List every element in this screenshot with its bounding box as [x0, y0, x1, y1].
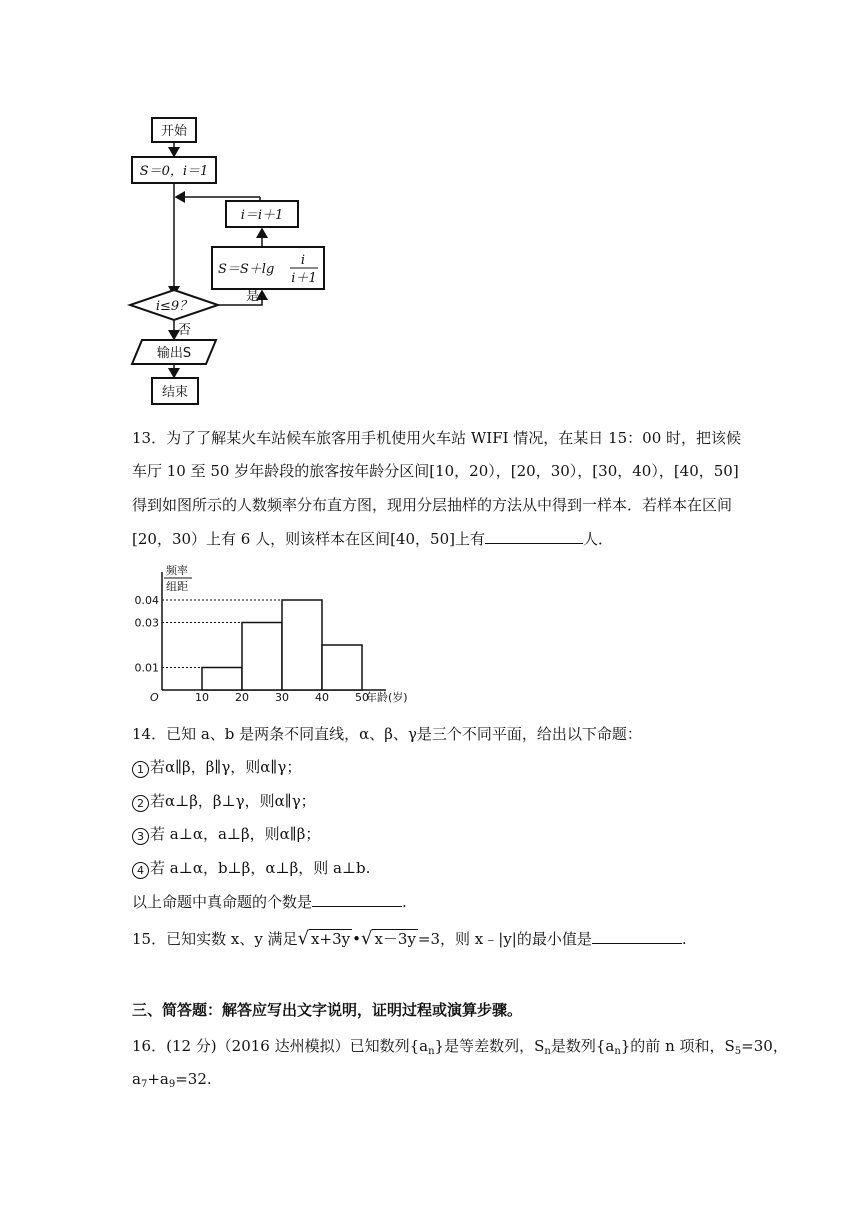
q13-line3: 得到如图所示的人数频率分布直方图，现用分层抽样的方法从中得到一样本．若样本在区间	[132, 496, 733, 514]
histogram-bar-[10,20)	[202, 668, 242, 691]
q14-end: .	[402, 893, 407, 911]
x-tick-label: 50	[355, 691, 369, 704]
q15-radical-1: x+3y	[311, 930, 351, 948]
q14-item-2-text: 若α⊥β，β⊥γ，则α∥γ；	[150, 792, 316, 810]
q16-sub-n2: n	[544, 1046, 551, 1057]
histogram-bar-[30,40)	[282, 600, 322, 690]
q16-sub-9: 9	[168, 1079, 176, 1090]
q16-line1	[132, 1036, 788, 1062]
q14-item-4	[132, 858, 370, 879]
start-label: 开始	[160, 124, 188, 139]
y-label-top: 频率	[166, 564, 188, 577]
q14-item-1-mark: 1	[132, 761, 149, 778]
y-tick-label: 0.04	[134, 594, 159, 607]
q13-line1: 13．为了了解某火车站候车旅客用手机使用火车站 WIFI 情况，在某日 15：00 时，把该候	[132, 429, 742, 447]
q16-sub-7: 7	[140, 1079, 148, 1090]
q14-item-2-mark: 2	[132, 795, 149, 812]
frequency-histogram	[126, 562, 408, 704]
q13-line4-text: [20，30）上有 6 人，则该样本在区间[40，50]上有	[132, 530, 485, 548]
no-label: 否	[178, 323, 192, 338]
q14-item-1-text: 若α∥β，β∥γ，则α∥γ；	[150, 758, 302, 776]
q16-text-e: =30，	[741, 1037, 788, 1055]
output-label: 输出S	[156, 346, 192, 361]
condition-label: i≤9？	[155, 299, 193, 314]
x-tick-label: 30	[275, 691, 289, 704]
increment-label: i＝i＋1	[240, 208, 284, 223]
update-label: S＝S＋lg	[218, 262, 275, 277]
q15-prefix: 15．已知实数 x、y 满足	[132, 930, 298, 948]
q15-answer-blank[interactable]	[592, 928, 682, 944]
q13-line4	[132, 528, 613, 549]
q16-l2-a: a	[132, 1070, 141, 1088]
x-axis-label: 年龄(岁)	[366, 691, 408, 704]
q15-dot: •	[352, 930, 361, 948]
histogram-bar-[20,30)	[242, 623, 282, 691]
q14-item-2	[132, 791, 316, 812]
update-denominator: i＋1	[291, 271, 317, 286]
q14-item-4-text: 若 a⊥α，b⊥β，α⊥β，则 a⊥b.	[150, 859, 371, 877]
origin-label: O	[150, 691, 159, 704]
q14-conclusion	[132, 891, 407, 912]
q16-l2-c: =32.	[175, 1070, 212, 1088]
x-tick-label: 10	[195, 691, 209, 704]
q16-text-b: }是等差数列，S	[434, 1037, 545, 1055]
y-tick-label: 0.01	[134, 661, 159, 675]
yes-label: 是	[246, 289, 260, 304]
q15-radical-2: x－3y	[374, 930, 416, 948]
histogram-bar-[40,50]	[322, 645, 362, 690]
q16-sub-5: 5	[734, 1046, 742, 1057]
q13-answer-blank[interactable]	[485, 528, 583, 544]
q16-sub-n3: n	[614, 1046, 621, 1057]
q14-answer-blank[interactable]	[312, 891, 402, 907]
x-tick-label: 20	[235, 691, 249, 704]
q15-condition: =3，则 x﹣|y|的最小值是	[417, 930, 592, 948]
q16-text-a: 16．(12 分)（2016 达州模拟）已知数列{a	[132, 1037, 429, 1055]
flowchart	[120, 110, 360, 410]
update-numerator: i	[300, 253, 306, 268]
q14-item-1	[132, 757, 301, 778]
q14-item-3-mark: 3	[132, 828, 149, 845]
q14-item-3-text: 若 a⊥α，a⊥β，则α∥β；	[150, 825, 321, 843]
q13-line4-end: 人．	[583, 530, 614, 548]
section-3-heading: 三、简答题：解答应写出文字说明，证明过程或演算步骤。	[132, 1001, 523, 1019]
q16-text-c: 是数列{a	[550, 1037, 615, 1055]
q15-line: 15．已知实数 x、y 满足√ x+3y •√ x－3y =3，则 x﹣|y|的最小值是 .	[132, 928, 687, 949]
init-label: S＝0，i＝1	[139, 164, 209, 179]
q16-sub-n1: n	[428, 1046, 435, 1057]
q13-line2: 车厅 10 至 50 岁年龄段的旅客按年龄分区间[10，20），[20，30），[30，40），[40，50]	[132, 462, 739, 480]
q14-item-3	[132, 824, 320, 845]
q14-intro: 14．已知 a、b 是两条不同直线，α、β、γ是三个不同平面，给出以下命题：	[132, 725, 642, 743]
q14-conclusion-text: 以上命题中真命题的个数是	[132, 893, 313, 911]
q14-item-4-mark: 4	[132, 862, 149, 879]
y-tick-label: 0.03	[134, 616, 159, 630]
q15-end: .	[681, 930, 687, 948]
end-label: 结束	[161, 385, 189, 400]
q16-text-d: }的前 n 项和，S	[620, 1037, 735, 1055]
q16-l2-b: +a	[147, 1070, 169, 1088]
y-label-bottom: 组距	[166, 580, 188, 593]
x-tick-label: 40	[315, 691, 329, 704]
q16-line2	[132, 1069, 212, 1095]
